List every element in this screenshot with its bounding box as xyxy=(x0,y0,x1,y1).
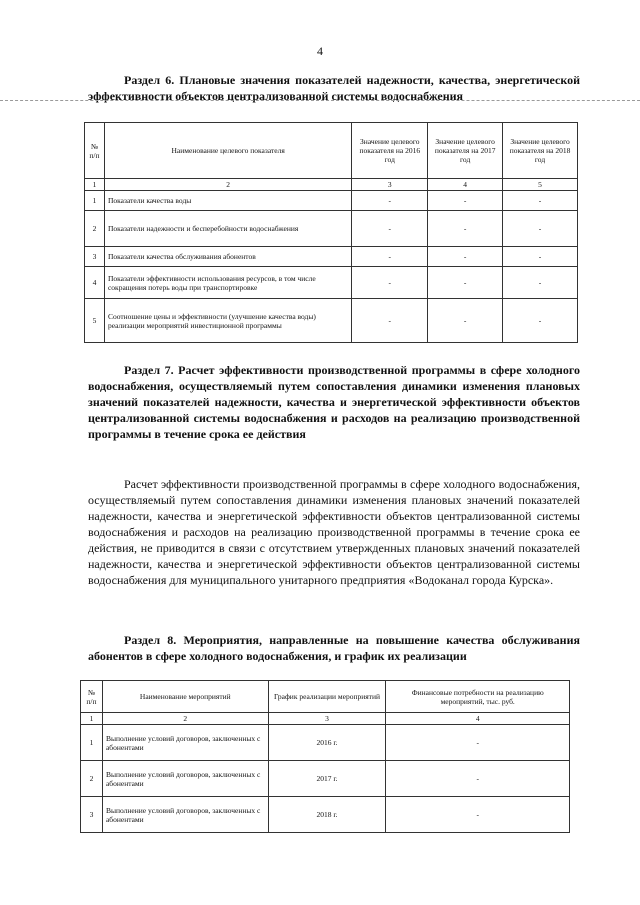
value-2017: - xyxy=(428,211,503,247)
value-2016: - xyxy=(352,191,428,211)
column-number-row xyxy=(81,713,570,725)
indicator-name: Показатели качества воды xyxy=(104,191,351,211)
header-indicator-name: Наименование целевого показателя xyxy=(104,123,351,179)
section-6-divider xyxy=(0,100,640,101)
col-number: 2 xyxy=(102,713,268,725)
section-7-title-text: Раздел 7. Расчет эффективности производственной программы в сфере холодного водоснабжения, осуществляемый путем сопоставления динамики изменения плановых значений показателей надежности, качества и энергетической эффективности объектов централизованной системы водоснабжения и расходов на реализацию производственной программы в течение срока ее действия xyxy=(88,363,580,441)
table-row xyxy=(85,247,578,267)
measures-table xyxy=(80,680,570,833)
indicator-name: Соотношение цены и эффективности (улучшение качества воды) реализации мероприятий инвестиционной программы xyxy=(104,299,351,343)
value-2017: - xyxy=(428,247,503,267)
col-number: 2 xyxy=(104,179,351,191)
row-num: 5 xyxy=(85,299,105,343)
header-num: № п/п xyxy=(81,681,103,713)
row-num: 3 xyxy=(85,247,105,267)
schedule: 2016 г. xyxy=(268,725,386,761)
schedule: 2017 г. xyxy=(268,761,386,797)
col-number: 1 xyxy=(81,713,103,725)
table-row xyxy=(85,211,578,247)
finance: - xyxy=(386,761,570,797)
page-number: 4 xyxy=(317,44,323,58)
value-2018: - xyxy=(503,299,578,343)
value-2018: - xyxy=(503,191,578,211)
table-row xyxy=(85,191,578,211)
row-num: 2 xyxy=(85,211,105,247)
indicator-name: Показатели надежности и бесперебойности водоснабжения xyxy=(104,211,351,247)
value-2016: - xyxy=(352,267,428,299)
col-number: 4 xyxy=(428,179,503,191)
section-6-title-text: Раздел 6. Плановые значения показателей надежности, качества, энергетической эффективности объектов централизованной системы водоснабжения xyxy=(88,73,580,103)
section-7-body xyxy=(88,476,580,588)
row-num: 3 xyxy=(81,797,103,833)
measure-name: Выполнение условий договоров, заключенных с абонентами xyxy=(102,761,268,797)
row-num: 1 xyxy=(85,191,105,211)
value-2017: - xyxy=(428,191,503,211)
value-2018: - xyxy=(503,267,578,299)
section-8-title xyxy=(88,632,580,664)
header-schedule: График реализации мероприятий xyxy=(268,681,386,713)
value-2018: - xyxy=(503,211,578,247)
measure-name: Выполнение условий договоров, заключенных с абонентами xyxy=(102,725,268,761)
value-2018: - xyxy=(503,247,578,267)
header-num: № п/п xyxy=(85,123,105,179)
finance: - xyxy=(386,797,570,833)
value-2017: - xyxy=(428,299,503,343)
row-num: 4 xyxy=(85,267,105,299)
col-number: 3 xyxy=(268,713,386,725)
table-row xyxy=(85,299,578,343)
section-8-title-text: Раздел 8. Мероприятия, направленные на повышение качества обслуживания абонентов в сфере холодного водоснабжения, и график их реализации xyxy=(88,633,580,663)
header-2016: Значение целевого показателя на 2016 год xyxy=(352,123,428,179)
col-number: 3 xyxy=(352,179,428,191)
header-measure-name: Наименование мероприятий xyxy=(102,681,268,713)
indicator-name: Показатели качества обслуживания абонентов xyxy=(104,247,351,267)
section-7-body-text: Расчет эффективности производственной программы в сфере холодного водоснабжения, осуществляемый путем сопоставления динамики изменения плановых значений показателей надежности, качества и энергетической эффективности объектов централизованной системы водоснабжения и расходов на реализацию производственной программы в течение срока ее действия, не приводится в связи с отсутствием утвержденных плановых значений показателей надежности, качества и энергетической эффективности объектов централизованной системы водоснабжения для муниципального унитарного предприятия «Водоканал города Курска». xyxy=(88,477,580,587)
table-row xyxy=(81,725,570,761)
value-2016: - xyxy=(352,211,428,247)
indicator-name: Показатели эффективности использования ресурсов, в том числе сокращения потерь воды при транспортировке xyxy=(104,267,351,299)
row-num: 2 xyxy=(81,761,103,797)
value-2017: - xyxy=(428,267,503,299)
targets-table xyxy=(84,122,578,343)
targets-table-header-row xyxy=(85,123,578,179)
measures-table-header-row xyxy=(81,681,570,713)
table-row xyxy=(81,797,570,833)
header-finance: Финансовые потребности на реализацию мероприятий, тыс. руб. xyxy=(386,681,570,713)
section-7-title xyxy=(88,362,580,442)
col-number: 1 xyxy=(85,179,105,191)
table-row xyxy=(85,267,578,299)
schedule: 2018 г. xyxy=(268,797,386,833)
header-2017: Значение целевого показателя на 2017 год xyxy=(428,123,503,179)
header-2018: Значение целевого показателя на 2018 год xyxy=(503,123,578,179)
table-row xyxy=(81,761,570,797)
measure-name: Выполнение условий договоров, заключенных с абонентами xyxy=(102,797,268,833)
row-num: 1 xyxy=(81,725,103,761)
value-2016: - xyxy=(352,299,428,343)
column-number-row xyxy=(85,179,578,191)
col-number: 4 xyxy=(386,713,570,725)
value-2016: - xyxy=(352,247,428,267)
finance: - xyxy=(386,725,570,761)
col-number: 5 xyxy=(503,179,578,191)
